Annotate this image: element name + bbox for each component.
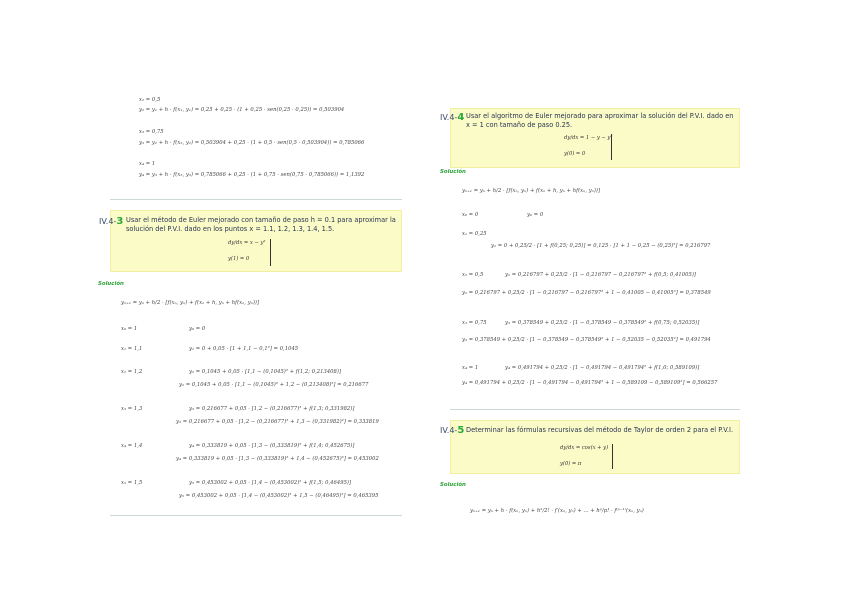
step-y: y₃ = 0,216677 + 0,05 · [1,2 − (0,216677)² + f(1,3; 0,331982)] [189, 406, 355, 412]
equation: dy/dx = 1 − y − y² [564, 135, 613, 141]
taylor-formula: yₙ₊₁ = yₙ + h · f(xₙ, yₙ) + h²/2! · f′(xₙ, yₙ) + ... + hᵖ/p! · f⁽ᵖ⁻¹⁾(xₙ, yₙ) [470, 508, 644, 514]
problem-number: IV.4-3 [99, 216, 124, 227]
step-y: y₀ = 0 [527, 212, 544, 218]
step-x: x₁ = 0,25 [462, 231, 487, 237]
step-y: y₃ = 0,378549 + 0,25/2 · [1 − 0,378549 − 0,378549² + 1 − 0,52035 − 0,52035²] = 0,491794 [462, 337, 711, 343]
math-line: y₂ = y₁ + h · f(x₁, y₁) = 0,25 + 0,25 · (1 + 0,25 · sen(0,25 · 0,25)) = 0,503904 [139, 107, 345, 113]
step-x: x₄ = 1 [462, 365, 479, 371]
step-x: x₃ = 1,3 [121, 406, 143, 412]
step-y: y₄ = 0,333819 + 0,05 · [1,3 − (0,333819)² + 1,4 − (0,452675)²] = 0,453002 [176, 456, 379, 462]
formula: yₙ₊₁ = yₙ + h/2 · [f(xₙ, yₙ) + f(xₙ + h, yₙ + hf(xₙ, yₙ))] [121, 300, 260, 306]
problem-number: IV.4-4 [440, 112, 465, 123]
initial-condition: y(1) = 0 [228, 256, 250, 262]
problem-text: Usar el método de Euler mejorado con tamaño de paso h = 0.1 para aproximar la solución del P.V.I. dado en los puntos x = 1.1, 1.2, 1.3, 1.4, 1.5. [126, 216, 396, 233]
step-y: y₃ = 0,378549 + 0,25/2 · [1 − 0,378549 − 0,378549² + f(0,75; 0,52035)] [505, 320, 700, 326]
step-x: x₄ = 1,4 [121, 443, 143, 449]
problem-text: Determinar las fórmulas recursivas del método de Taylor de orden 2 para el P.V.I. [466, 426, 734, 434]
formula: yₙ₊₁ = yₙ + h/2 · [f(xₙ, yₙ) + f(xₙ + h, yₙ + hf(xₙ, yₙ))] [462, 188, 601, 194]
solution-label: Solución [440, 482, 466, 488]
step-y: y₅ = 0,453002 + 0,05 · [1,4 − (0,453002)² + f(1,5; 0,46495)] [189, 480, 352, 486]
math-line: y₄ = y₃ + h · f(x₃, y₃) = 0,785066 + 0,25 · (1 + 0,75 · sen(0,75 · 0,785066)) = 1,1392 [139, 172, 365, 178]
divider [110, 199, 402, 200]
divider [110, 515, 402, 516]
step-y: y₃ = 0,216677 + 0,05 · [1,2 − (0,216677)² + 1,3 − (0,331982)²] = 0,333819 [176, 419, 379, 425]
step-y: y₂ = 0,216797 + 0,25/2 · [1 − 0,216797 − 0,216797² + f(0,5; 0,41005)] [505, 272, 696, 278]
math-line: x₂ = 0,5 [139, 97, 161, 103]
step-x: x₃ = 0,75 [462, 320, 487, 326]
step-y: y₄ = 0,333819 + 0,05 · [1,3 − (0,333819)² + f(1,4; 0,452675)] [189, 443, 355, 449]
system-bracket [268, 239, 271, 266]
system-bracket [609, 134, 612, 160]
step-x: x₂ = 0,5 [462, 272, 484, 278]
math-line: x₄ = 1 [139, 161, 156, 167]
step-y: y₂ = 0,216797 + 0,25/2 · [1 − 0,216797 − 0,216797² + 1 − 0,41005 − 0,41005²] = 0,378549 [462, 290, 711, 296]
problem-text: Usar el algoritmo de Euler mejorado para aproximar la solución del P.V.I. dado en x = 1 con tamaño de paso 0.25. [466, 112, 734, 129]
solution-label: Solución [440, 169, 466, 175]
math-line: x₃ = 0,75 [139, 129, 164, 135]
step-y: y₂ = 0,1045 + 0,05 · [1,1 − (0,1045)² + f(1,2; 0,213408)] [189, 369, 342, 375]
step-y: y₅ = 0,453002 + 0,05 · [1,4 − (0,453002)² + 1,5 − (0,46495)²] = 0,465395 [179, 493, 379, 499]
solution-label: Solución [98, 281, 124, 287]
step-y: y₁ = 0 + 0,05 · [1 + 1,1 − 0,1²] = 0,1045 [189, 346, 299, 352]
step-x: x₂ = 1,2 [121, 369, 143, 375]
step-y: y₂ = 0,1045 + 0,05 · [1,1 − (0,1045)² + 1,2 − (0,213408)²] = 0,216677 [179, 382, 369, 388]
initial-condition: y(0) = 0 [564, 151, 586, 157]
equation: dy/dx = cos(x + y) [560, 445, 609, 451]
step-x: x₅ = 1,5 [121, 480, 143, 486]
math-line: y₃ = y₂ + h · f(x₂, y₂) = 0,503904 + 0,25 · (1 + 0,5 · sen(0,5 · 0,503904)) = 0,785066 [139, 140, 365, 146]
system-bracket [610, 444, 613, 469]
step-x: x₁ = 1,1 [121, 346, 143, 352]
step-y: y₄ = 0,491794 + 0,25/2 · [1 − 0,491794 − 0,491794² + f(1,0; 0,589109)] [505, 365, 700, 371]
step-x: x₀ = 1 [121, 326, 138, 332]
equation: dy/dx = x − y² [228, 240, 266, 246]
step-x: x₀ = 0 [462, 212, 479, 218]
problem-number: IV.4-5 [440, 425, 465, 436]
initial-condition: y(0) = π [560, 461, 582, 467]
divider [450, 409, 740, 410]
step-y: y₁ = 0 + 0,25/2 · [1 + f(0,25; 0,25)] = 0,125 · [1 + 1 − 0,25 − (0,25)²] = 0,216797 [491, 243, 711, 249]
step-y: y₄ = 0,491794 + 0,25/2 · [1 − 0,491794 − 0,491794² + 1 − 0,589109 − 0,589109²] = 0,566257 [462, 380, 718, 386]
step-y: y₀ = 0 [189, 326, 206, 332]
